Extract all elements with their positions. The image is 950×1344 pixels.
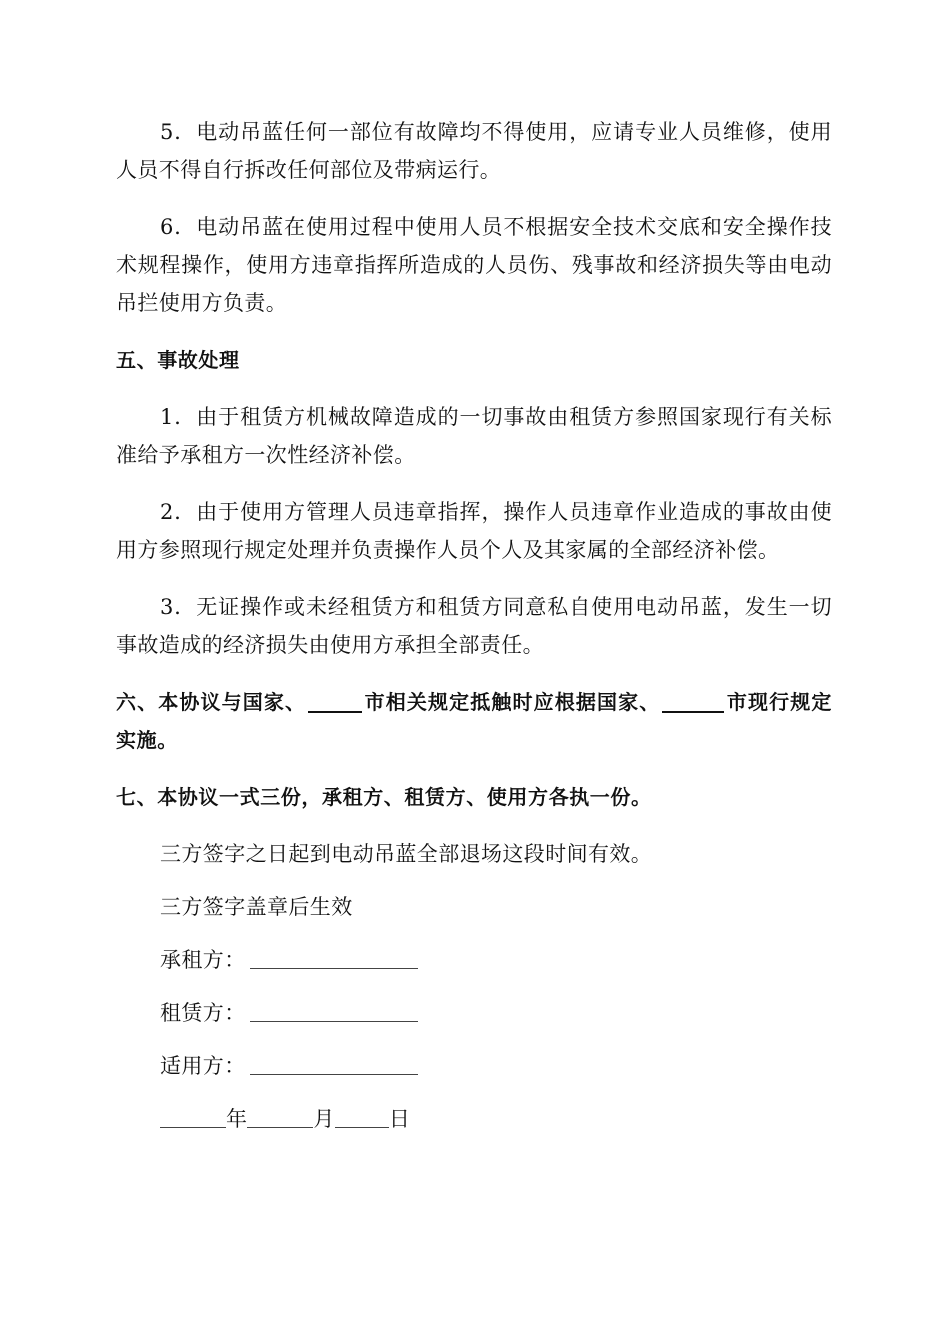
user-signature-row [116,1047,832,1085]
lessee-signature-field[interactable] [250,946,418,969]
lessor-label: 租赁方： [160,1001,246,1025]
section-6-part-1: 六、本协议与国家、 [116,690,307,714]
city-blank-1[interactable] [308,685,362,713]
document-page [116,113,832,1153]
month-blank[interactable] [247,1105,313,1128]
section-5-heading: 五、事故处理 [116,348,240,372]
user-signature-field[interactable] [250,1052,418,1075]
validity-note: 三方签字之日起到电动吊蓝全部退场这段时间有效。 [160,842,653,866]
lessee-signature-row [116,941,832,979]
section-6-part-2: 市相关规定抵触时应根据国家、 [364,690,661,714]
year-blank[interactable] [160,1105,226,1128]
clause-4-5: 5．电动吊蓝任何一部位有故障均不得使用，应请专业人员维修，使用人员不得自行拆改任何部位及带病运行。 [116,120,832,182]
effective-note: 三方签字盖章后生效 [160,895,353,919]
clause-4-6: 6．电动吊蓝在使用过程中使用人员不根据安全技术交底和安全操作技术规程操作，使用方违章指挥所造成的人员伤、残事故和经济损失等由电动吊拦使用方负责。 [116,215,832,315]
clause-5-3: 3．无证操作或未经租赁方和租赁方同意私自使用电动吊蓝，发生一切事故造成的经济损失由使用方承担全部责任。 [116,595,832,657]
lessor-signature-field[interactable] [250,999,418,1022]
user-label: 适用方： [160,1054,246,1078]
section-6-part-3: 市现行规定实施。 [116,690,833,752]
lessor-signature-row [116,994,832,1032]
section-7-heading: 七、本协议一式三份，承租方、租赁方、使用方各执一份。 [116,785,652,809]
year-label: 年 [226,1107,248,1131]
date-row [116,1100,832,1138]
section-6-heading [116,683,832,759]
clause-5-2: 2．由于使用方管理人员违章指挥，操作人员违章作业造成的事故由使用方参照现行规定处理并负责操作人员个人及其家属的全部经济补偿。 [116,500,832,562]
clause-5-1: 1．由于租赁方机械故障造成的一切事故由租赁方参照国家现行有关标准给予承租方一次性经济补偿。 [116,405,832,467]
day-blank[interactable] [335,1105,389,1128]
city-blank-2[interactable] [662,685,724,713]
day-label: 日 [388,1107,411,1131]
month-label: 月 [313,1107,335,1131]
lessee-label: 承租方： [160,948,246,972]
